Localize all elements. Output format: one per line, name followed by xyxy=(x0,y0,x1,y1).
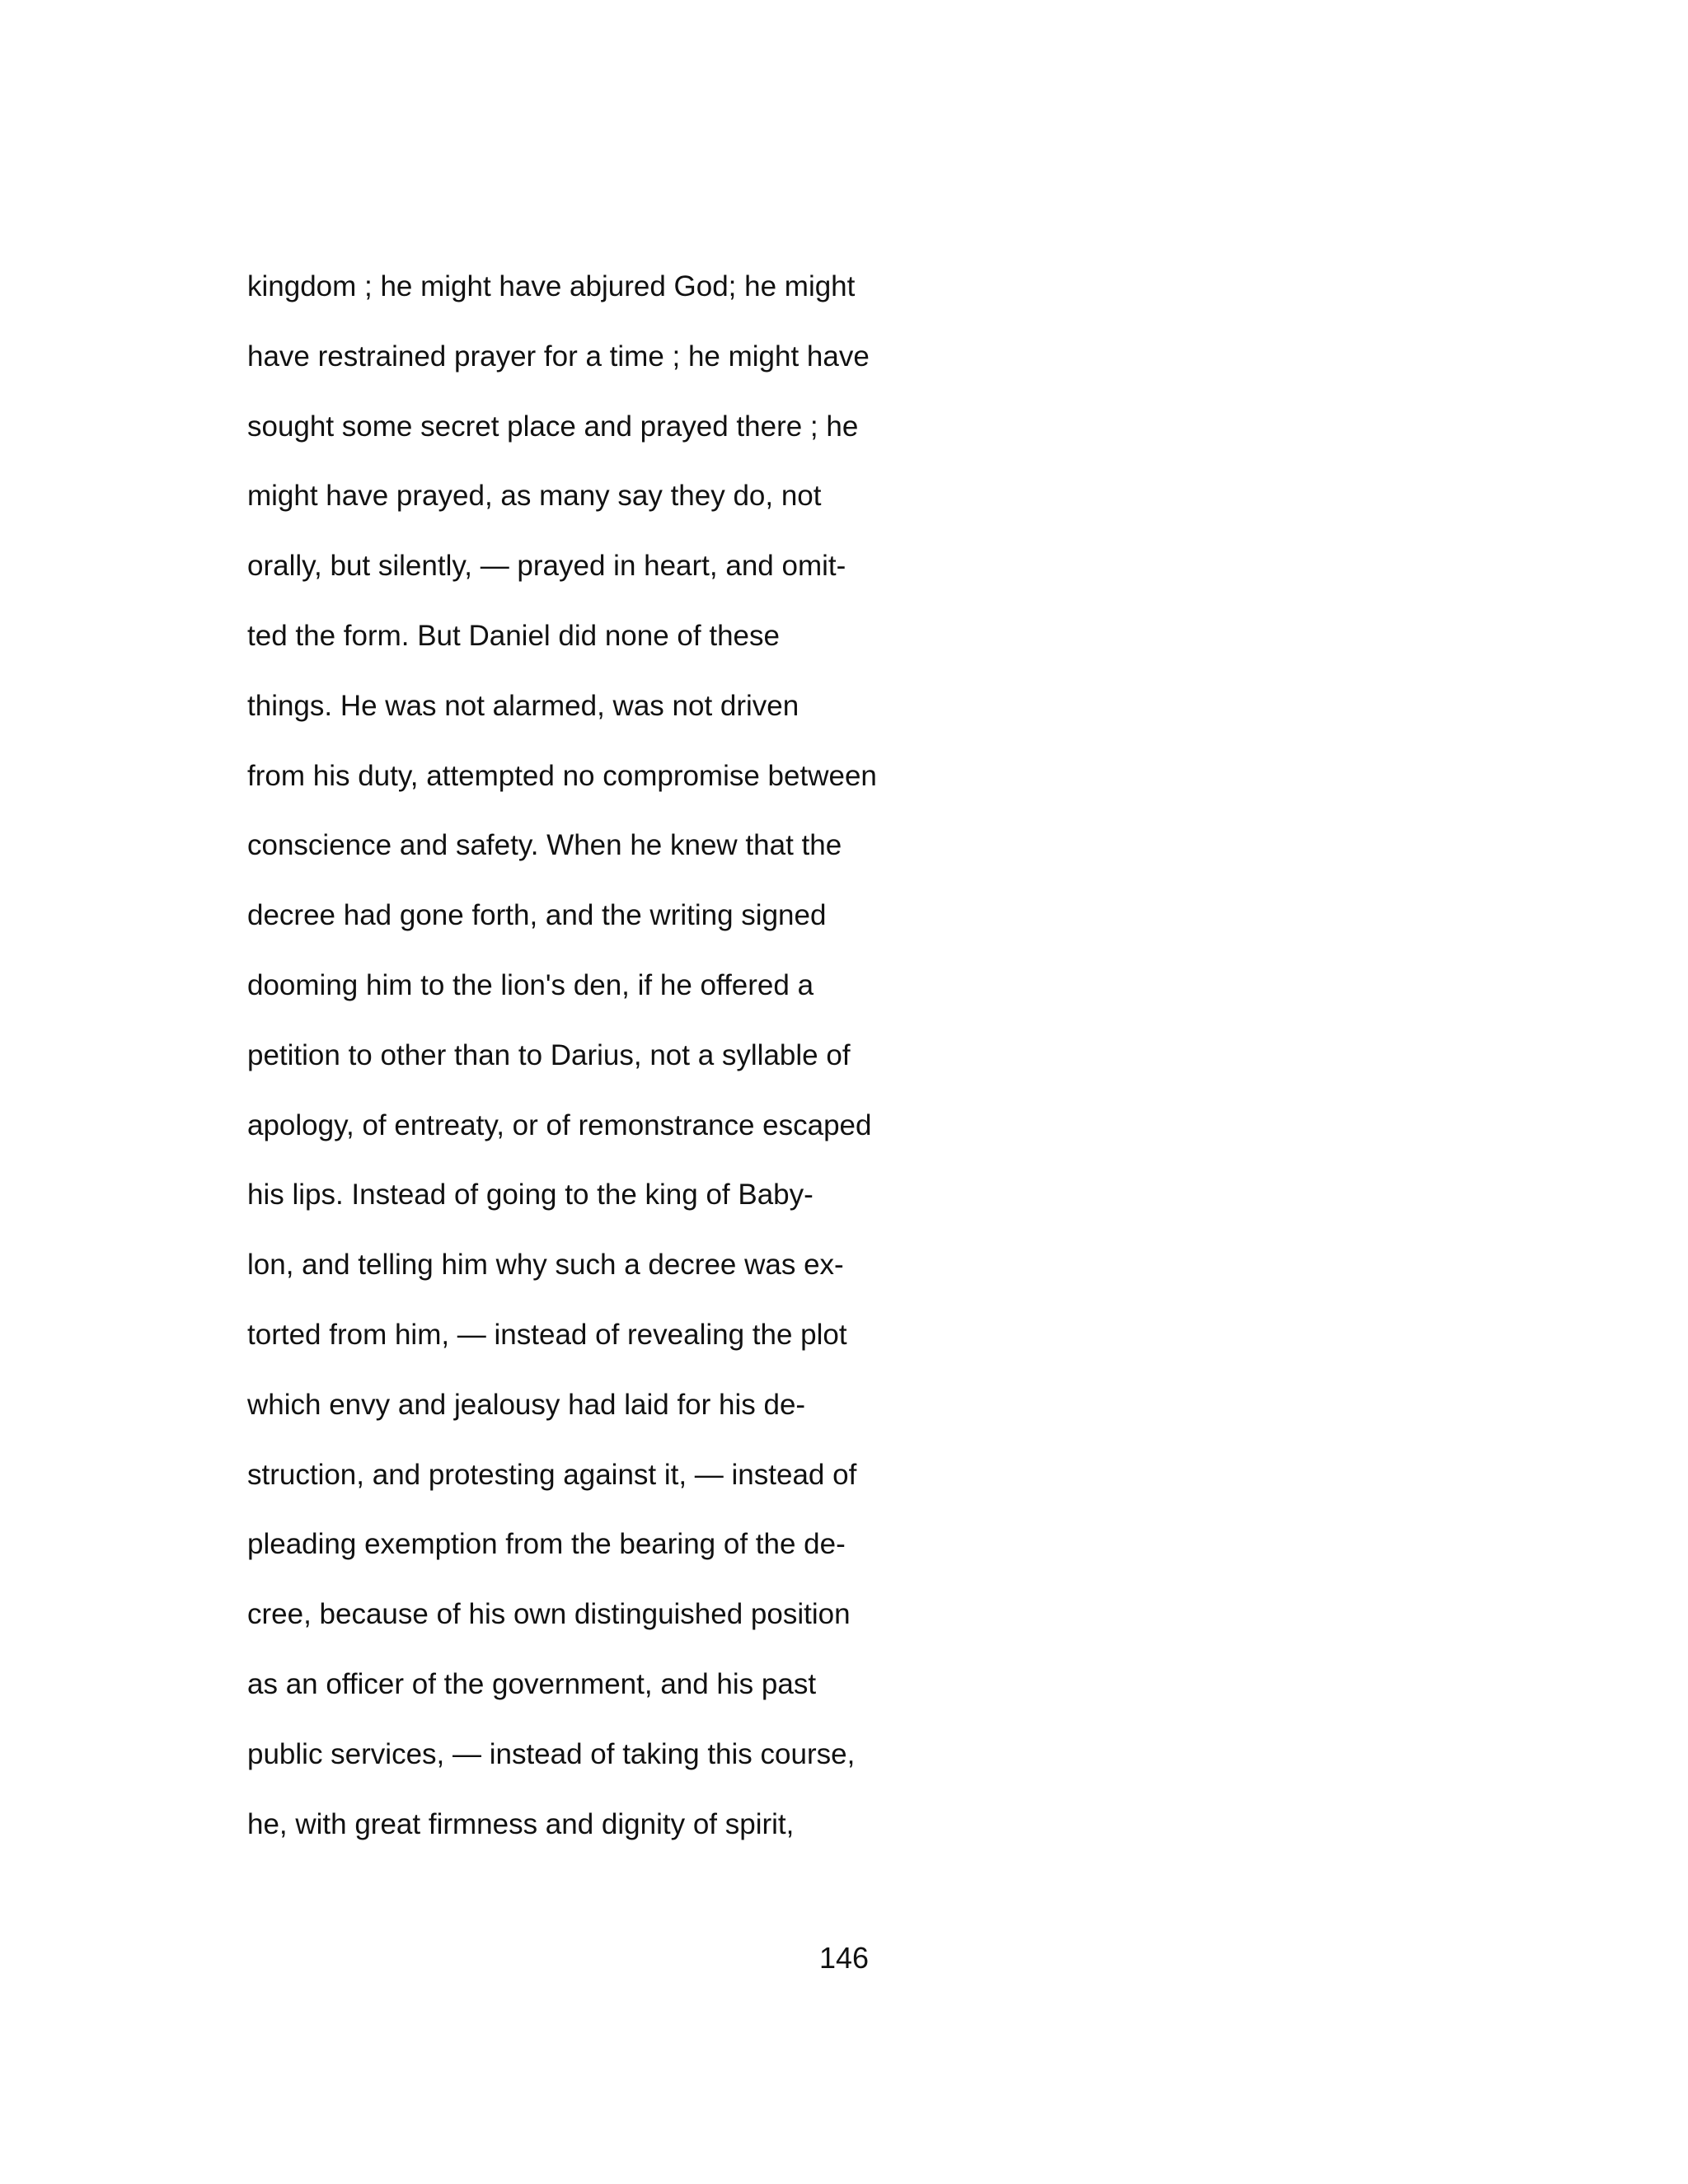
page-number: 146 xyxy=(818,1941,870,1975)
text-line: kingdom ; he might have abjured God; he might xyxy=(247,270,856,302)
text-line: pleading exemption from the bearing of the de- xyxy=(247,1528,846,1561)
text-line: torted from him, — instead of revealing the plot xyxy=(247,1318,847,1351)
text-line: sought some secret place and prayed there ; he xyxy=(247,410,859,443)
text-line: dooming him to the lion's den, if he offered a xyxy=(247,968,814,1001)
text-line: things. He was not alarmed, was not driven xyxy=(247,689,799,722)
text-line: ted the form. But Daniel did none of these xyxy=(247,619,780,652)
text-line: he, with great firmness and dignity of spirit, xyxy=(247,1807,795,1840)
text-line: might have prayed, as many say they do, not xyxy=(247,480,822,513)
text-line: petition to other than to Darius, not a syllable of xyxy=(247,1038,851,1071)
text-line: cree, because of his own distinguished position xyxy=(247,1598,851,1631)
body-text xyxy=(247,265,1484,1872)
text-line: have restrained prayer for a time ; he might have xyxy=(247,340,870,373)
text-line: lon, and telling him why such a decree was ex- xyxy=(247,1249,844,1282)
text-line: apology, of entreaty, or of remonstrance escaped xyxy=(247,1108,872,1141)
text-line: which envy and jealousy had laid for his de- xyxy=(247,1388,806,1421)
text-line: conscience and safety. When he knew that the xyxy=(247,829,842,862)
text-line: his lips. Instead of going to the king of Baby- xyxy=(247,1179,814,1212)
text-line: decree had gone forth, and the writing signed xyxy=(247,899,827,932)
text-line: from his duty, attempted no compromise between xyxy=(247,759,877,792)
text-line: as an officer of the government, and his past xyxy=(247,1667,817,1700)
text-line: struction, and protesting against it, — instead of xyxy=(247,1458,857,1491)
text-line: orally, but silently, — prayed in heart, and omit- xyxy=(247,550,846,583)
text-line: public services, — instead of taking this course, xyxy=(247,1737,856,1770)
